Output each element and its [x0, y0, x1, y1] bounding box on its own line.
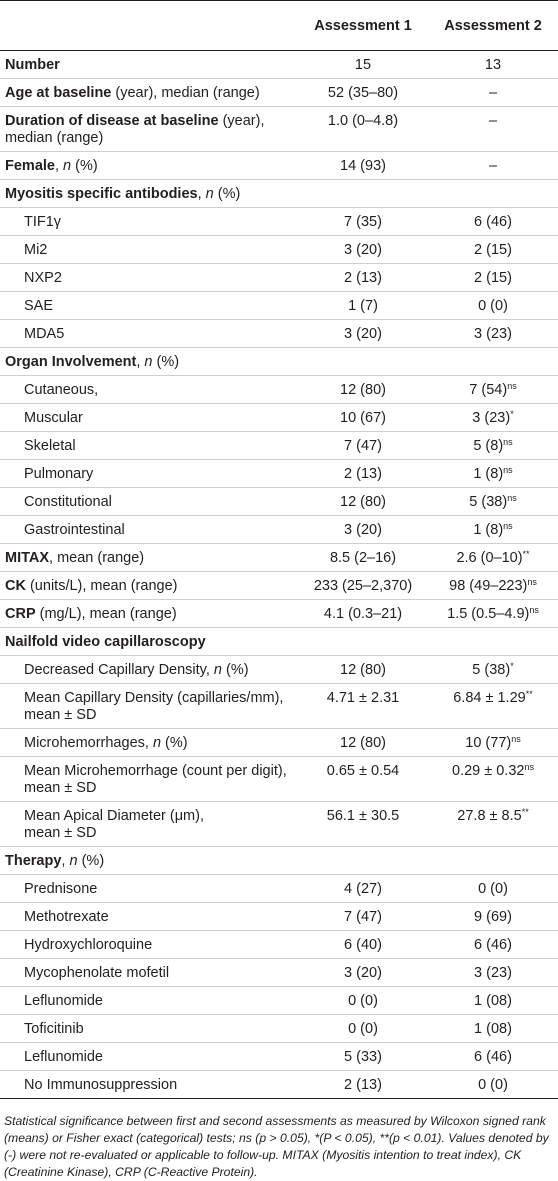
assessment-2-value: 5 (8) [473, 438, 504, 454]
assessment-2-cell [428, 320, 558, 348]
row-label-text: Prednisone [24, 881, 98, 897]
row-label [0, 264, 298, 292]
assessment-2-cell [428, 107, 558, 152]
row-label [0, 931, 298, 959]
table-row [0, 404, 558, 432]
assessment-2-value: 3 (23) [474, 965, 512, 981]
row-label-rest: (year), median (range) [111, 85, 260, 101]
row-label [0, 180, 298, 208]
assessment-1-value: 12 (80) [340, 735, 386, 751]
row-label-text: SAE [24, 298, 54, 314]
row-label [0, 875, 298, 903]
assessment-2-cell [428, 544, 558, 572]
assessment-2-value: 10 (77) [465, 735, 512, 751]
assessment-2-cell [428, 404, 558, 432]
significance-marker: ns [529, 605, 539, 615]
table-row [0, 432, 558, 460]
assessment-1-value: 12 (80) [340, 662, 386, 678]
row-label [0, 757, 298, 802]
table-footnote: Statistical significance between first and second assessments as measured by Wilcoxon signed rank (means) or Fisher exact (categorical) tests; ns (p > 0.05), *(P < 0.05), **(p < 0.01). Values denoted by (-) were not re-evaluated or applicable to follow-up. MITAX (Myositis intention to treat index), CK (Creatinine Kinase), CRP (C-Reactive Protein). [4, 1114, 549, 1179]
assessment-1-value: 6 (40) [344, 937, 382, 953]
table-row [0, 544, 558, 572]
table-row [0, 236, 558, 264]
significance-marker: ns [524, 762, 534, 772]
assessment-1-value: 0 (0) [348, 993, 378, 1009]
row-label-bold: Duration of disease at baseline [5, 113, 219, 129]
row-label-text: Toficitinib [24, 1021, 84, 1037]
assessment-2-cell [428, 488, 558, 516]
row-label-text: Leflunomide [24, 993, 103, 1009]
row-label-text: Mean Capillary Density (capillaries/mm), mean ± SD [24, 690, 284, 723]
row-label-rest: (mg/L), mean (range) [35, 606, 177, 622]
row-label-bold: Therapy [5, 853, 62, 869]
assessment-1-value: 7 (35) [344, 214, 382, 230]
row-label-text: Mean Microhemorrhage (count per digit), mean ± SD [24, 763, 287, 796]
assessment-1-value: 233 (25–2,370) [313, 578, 413, 594]
row-label [0, 152, 298, 180]
assessment-2-value: 1 (08) [474, 993, 512, 1009]
row-label [0, 320, 298, 348]
assessment-2-value: 0 (0) [478, 298, 508, 314]
table-row [0, 516, 558, 544]
assessment-2-value: 3 (23) [474, 326, 512, 342]
row-label-rest: , n (%) [136, 354, 180, 370]
assessment-2-cell [428, 987, 558, 1015]
row-label [0, 460, 298, 488]
table-row [0, 987, 558, 1015]
assessment-1-value: 3 (20) [344, 326, 382, 342]
assessment-1-value: 12 (80) [340, 382, 386, 398]
row-label [0, 376, 298, 404]
assessment-2-cell [428, 903, 558, 931]
row-label-text: Hydroxychloroquine [24, 937, 153, 953]
assessment-1-value [298, 348, 428, 376]
row-label-text: Cutaneous, [24, 382, 99, 398]
assessment-2-cell [428, 264, 558, 292]
row-label-bold: CRP [5, 606, 36, 622]
row-label-bold: MITAX [5, 550, 50, 566]
row-label [0, 404, 298, 432]
table-row [0, 152, 558, 180]
significance-marker: ns [503, 521, 513, 531]
row-label-text: Mycophenolate mofetil [24, 965, 170, 981]
header-assessment-2: Assessment 2 [428, 1, 558, 51]
table-row [0, 264, 558, 292]
assessment-2-cell [428, 376, 558, 404]
assessment-1-value: 2 (13) [344, 1077, 382, 1093]
row-label-rest: , n (%) [197, 186, 241, 202]
assessment-2-value: 0 (0) [478, 881, 508, 897]
row-label-rest: , n (%) [54, 158, 98, 174]
table-row [0, 79, 558, 107]
table-row [0, 959, 558, 987]
row-label-text: No Immunosuppression [24, 1077, 178, 1093]
row-label [0, 684, 298, 729]
assessment-2-value: 6 (46) [474, 1049, 512, 1065]
assessment-1-value: 4.1 (0.3–21) [323, 606, 403, 622]
assessment-2-value: 6.84 ± 1.29 [453, 690, 526, 706]
assessment-2-cell [428, 460, 558, 488]
table-row [0, 847, 558, 875]
table-row [0, 903, 558, 931]
row-label-rest: , mean (range) [49, 550, 145, 566]
significance-marker: * [510, 661, 514, 671]
assessment-2-value: 1.5 (0.5–4.9) [447, 606, 530, 622]
row-label-text: Mi2 [24, 242, 48, 258]
row-label [0, 236, 298, 264]
assessment-2-cell [428, 1015, 558, 1043]
table-row [0, 757, 558, 802]
table-row [0, 320, 558, 348]
significance-marker: ns [507, 493, 517, 503]
row-label-bold: CK [5, 578, 26, 594]
assessment-2-value: 7 (54) [469, 382, 508, 398]
assessment-1-value: 1.0 (0–4.8) [327, 113, 399, 129]
row-label [0, 600, 298, 628]
assessment-1-value [298, 628, 428, 656]
table-header [0, 1, 558, 51]
significance-marker: ** [525, 689, 533, 699]
row-label [0, 572, 298, 600]
assessment-2-cell [428, 656, 558, 684]
assessment-2-value: 98 (49–223) [449, 578, 528, 594]
row-label [0, 1043, 298, 1071]
table-row [0, 931, 558, 959]
table-row [0, 729, 558, 757]
significance-marker: ** [522, 549, 530, 559]
assessment-1-value: 3 (20) [344, 242, 382, 258]
table-row [0, 488, 558, 516]
row-label-bold: Number [5, 57, 60, 73]
assessment-1-value [298, 847, 428, 875]
row-label [0, 432, 298, 460]
assessment-1-value [298, 180, 428, 208]
row-label [0, 107, 298, 152]
significance-marker: ns [507, 381, 517, 391]
row-label-text: Gastrointestinal [24, 522, 125, 538]
row-label [0, 1071, 298, 1099]
assessment-2-value: 1 (08) [474, 1021, 512, 1037]
assessment-2-value: 9 (69) [474, 909, 512, 925]
assessment-1-value: 0.65 ± 0.54 [326, 763, 400, 779]
row-label-rest: , n (%) [61, 853, 105, 869]
row-label-text: Mean Apical Diameter (μm), mean ± SD [24, 808, 204, 841]
assessment-2-value: 27.8 ± 8.5 [457, 808, 522, 824]
row-label [0, 903, 298, 931]
assessment-2-value: – [488, 85, 498, 101]
row-label [0, 729, 298, 757]
assessment-2-value: 5 (38) [469, 494, 508, 510]
table-row [0, 292, 558, 320]
significance-marker: ns [511, 734, 521, 744]
assessment-2-cell [428, 931, 558, 959]
table-row [0, 1043, 558, 1071]
assessment-2-cell [428, 292, 558, 320]
row-label-bold: Female [5, 158, 55, 174]
assessment-1-value: 5 (33) [344, 1049, 382, 1065]
table-row [0, 802, 558, 847]
row-label [0, 847, 298, 875]
table-row [0, 684, 558, 729]
assessment-2-cell [428, 729, 558, 757]
row-label-text: Skeletal [24, 438, 76, 454]
row-label [0, 802, 298, 847]
assessment-2-value: 2 (15) [474, 242, 512, 258]
assessment-2-cell [428, 757, 558, 802]
table-row [0, 628, 558, 656]
significance-marker: ns [527, 577, 537, 587]
row-label [0, 208, 298, 236]
header-assessment-1: Assessment 1 [298, 1, 428, 51]
assessment-1-value: 14 (93) [340, 158, 386, 174]
row-label [0, 79, 298, 107]
assessment-1-value: 4.71 ± 2.31 [326, 690, 400, 706]
row-label-bold: Myositis specific antibodies [5, 186, 198, 202]
assessment-2-value: 2 (15) [474, 270, 512, 286]
row-label-text: MDA5 [24, 326, 65, 342]
assessment-2-value: 2.6 (0–10) [456, 550, 523, 566]
row-label [0, 628, 298, 656]
assessment-2-cell [428, 684, 558, 729]
assessment-2-value: 13 [484, 57, 502, 73]
assessment-2-cell [428, 236, 558, 264]
row-label-text: Decreased Capillary Density, n (%) [24, 662, 249, 678]
row-label-bold: Organ Involvement [5, 354, 137, 370]
row-label-text: Constitutional [24, 494, 112, 510]
table-row [0, 572, 558, 600]
table-row [0, 107, 558, 152]
row-label [0, 292, 298, 320]
assessment-1-value: 0 (0) [348, 1021, 378, 1037]
row-label [0, 516, 298, 544]
table-row [0, 656, 558, 684]
assessment-1-value: 7 (47) [344, 438, 382, 454]
assessment-2-cell [428, 628, 558, 656]
assessment-1-value: 10 (67) [340, 410, 386, 426]
table-row [0, 208, 558, 236]
assessment-1-value: 2 (13) [344, 466, 382, 482]
assessment-2-value: 0.29 ± 0.32 [452, 763, 525, 779]
assessment-2-value: – [488, 158, 498, 174]
assessment-2-cell [428, 572, 558, 600]
assessment-1-value: 15 [354, 57, 372, 73]
significance-marker: ** [521, 807, 529, 817]
row-label-text: Methotrexate [24, 909, 109, 925]
assessment-2-value: 1 (8) [473, 522, 504, 538]
assessment-2-value: 1 (8) [473, 466, 504, 482]
assessment-2-cell [428, 208, 558, 236]
assessment-2-cell [428, 516, 558, 544]
assessment-1-value: 52 (35–80) [327, 85, 399, 101]
assessment-2-cell [428, 348, 558, 376]
significance-marker: ns [503, 437, 513, 447]
table-row [0, 180, 558, 208]
assessment-2-cell [428, 152, 558, 180]
row-label-rest: (units/L), mean (range) [25, 578, 178, 594]
assessment-1-value: 7 (47) [344, 909, 382, 925]
row-label [0, 987, 298, 1015]
row-label-text: NXP2 [24, 270, 62, 286]
assessment-2-cell [428, 600, 558, 628]
row-label-text: Pulmonary [24, 466, 94, 482]
row-label-text: TIF1γ [24, 214, 62, 230]
row-label [0, 959, 298, 987]
assessment-2-cell [428, 802, 558, 847]
row-label [0, 488, 298, 516]
row-label [0, 544, 298, 572]
assessment-2-cell [428, 432, 558, 460]
assessment-2-value: 3 (23) [472, 410, 511, 426]
table-row [0, 1071, 558, 1099]
assessment-2-cell [428, 959, 558, 987]
assessment-2-value: 6 (46) [474, 214, 512, 230]
table-row [0, 600, 558, 628]
assessment-2-value: 6 (46) [474, 937, 512, 953]
row-label-rest: (year), median (range) [5, 113, 265, 146]
table-row [0, 51, 558, 79]
assessment-2-cell [428, 1043, 558, 1071]
table-row [0, 460, 558, 488]
assessment-2-cell [428, 875, 558, 903]
assessment-1-value: 3 (20) [344, 522, 382, 538]
row-label-bold: Age at baseline [5, 85, 112, 101]
assessment-1-value: 56.1 ± 30.5 [326, 808, 400, 824]
table-row [0, 1015, 558, 1043]
row-label [0, 1015, 298, 1043]
row-label-text: Muscular [24, 410, 83, 426]
assessment-2-cell [428, 847, 558, 875]
table-row [0, 875, 558, 903]
assessment-1-value: 4 (27) [344, 881, 382, 897]
assessment-1-value: 2 (13) [344, 270, 382, 286]
table-body [0, 51, 558, 1099]
assessment-2-cell [428, 180, 558, 208]
assessment-2-value: 0 (0) [478, 1077, 508, 1093]
table-row [0, 348, 558, 376]
table-row [0, 376, 558, 404]
significance-marker: * [510, 409, 514, 419]
row-label [0, 656, 298, 684]
assessment-1-value: 3 (20) [344, 965, 382, 981]
row-label-bold: Nailfold video capillaroscopy [5, 634, 206, 650]
assessment-1-value: 12 (80) [340, 494, 386, 510]
assessment-1-value: 8.5 (2–16) [329, 550, 397, 566]
row-label-text: Leflunomide [24, 1049, 103, 1065]
row-label [0, 348, 298, 376]
assessment-2-cell [428, 79, 558, 107]
assessment-2-cell [428, 1071, 558, 1099]
significance-marker: ns [503, 465, 513, 475]
row-label-text: Microhemorrhages, n (%) [24, 735, 188, 751]
row-label [0, 51, 298, 79]
assessment-2-value: 5 (38) [472, 662, 511, 678]
assessment-2-cell [428, 51, 558, 79]
assessment-2-value: – [488, 113, 498, 129]
assessment-1-value: 1 (7) [348, 298, 378, 314]
header-col1 [0, 1, 298, 51]
